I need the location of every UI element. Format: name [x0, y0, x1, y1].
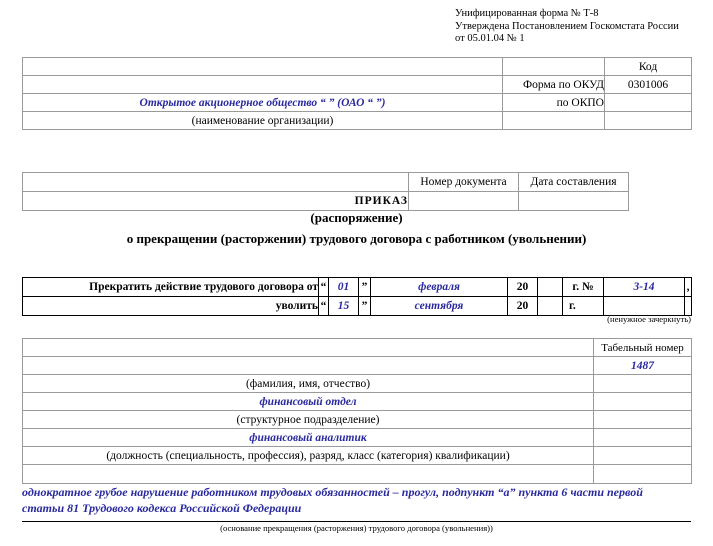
spacer-cell — [23, 173, 409, 192]
close-quote-1: ” — [359, 278, 371, 297]
organization-name-value: Открытое акционерное общество “ ” (ОАО “ ”) — [139, 96, 386, 109]
okud-value-cell[interactable]: 0301006 — [605, 76, 692, 94]
organization-code-table — [22, 57, 692, 130]
document-number-header: Номер документа — [409, 173, 519, 192]
okud-label-cell: Форма по ОКУД — [503, 76, 605, 94]
strike-unneeded-note: (ненужное зачеркнуть) — [607, 314, 691, 324]
open-quote-2: “ — [319, 297, 329, 316]
order-number-table — [22, 172, 629, 211]
department-caption: (структурное подразделение) — [23, 411, 594, 429]
table-row — [23, 339, 692, 357]
order-subtitle-2: о прекращении (расторжении) трудового договора с работником (увольнении) — [126, 231, 587, 246]
table-row — [23, 357, 692, 375]
year-label-2: г. — [563, 297, 604, 316]
employee-fullname-caption: (фамилия, имя, отчество) — [23, 375, 594, 393]
order-subtitle-1: (распоряжение) — [310, 210, 403, 225]
termination-month-cell[interactable] — [371, 278, 508, 297]
spacer-cell — [594, 375, 692, 393]
table-row — [23, 192, 629, 211]
spacer-cell — [23, 76, 503, 94]
termination-year-suffix-cell[interactable] — [538, 278, 563, 297]
organization-name-caption: (наименование организации) — [23, 112, 503, 130]
dismissal-year-prefix: 20 — [508, 297, 538, 316]
spacer-cell — [503, 112, 605, 130]
table-row — [23, 297, 692, 316]
termination-day-cell[interactable] — [329, 278, 359, 297]
spacer-cell — [503, 58, 605, 76]
table-row — [23, 94, 692, 112]
position-value: финансовый аналитик — [249, 431, 367, 444]
table-row — [23, 429, 692, 447]
table-row — [23, 393, 692, 411]
termination-month-value: февраля — [418, 281, 460, 293]
document-date-header: Дата составления — [519, 173, 629, 192]
table-row — [23, 465, 692, 484]
termination-reason-line-1: однократное грубое нарушение работником трудовых обязанностей – прогул, подпункт “а” пункта 6 части первой — [22, 485, 643, 499]
spacer-cell — [594, 393, 692, 411]
position-caption: (должность (специальность, профессия), разряд, класс (категория) квалификации) — [23, 447, 594, 465]
table-row — [23, 278, 692, 297]
form-header-line-3: от 05.01.04 № 1 — [455, 33, 525, 44]
spacer-cell — [594, 447, 692, 465]
spacer-cell — [685, 297, 692, 316]
form-header-line-1: Унифицированная форма № Т-8 — [455, 8, 599, 19]
spacer-cell — [594, 429, 692, 447]
order-number-value: 3-14 — [633, 281, 655, 293]
trailing-comma: , — [685, 278, 692, 297]
employee-details-table — [22, 338, 692, 484]
table-row — [23, 411, 692, 429]
table-row — [23, 76, 692, 94]
terminate-contract-label: Прекратить действие трудового договора от — [23, 278, 319, 297]
termination-reason[interactable] — [22, 484, 691, 516]
employee-fullname-cell[interactable] — [23, 357, 594, 375]
tab-number-value: 1487 — [631, 359, 654, 372]
dismissal-month-value: сентября — [414, 300, 464, 312]
open-quote-1: “ — [319, 278, 329, 297]
organization-name-cell[interactable] — [23, 94, 503, 112]
table-row — [23, 173, 629, 192]
code-header-cell: Код — [605, 58, 692, 76]
form-header — [455, 8, 713, 46]
form-header-line-2: Утверждена Постановлением Госкомстата России — [455, 20, 679, 32]
document-number-value[interactable] — [409, 192, 519, 211]
close-quote-2: ” — [359, 297, 371, 316]
dismissal-year-suffix-cell[interactable] — [538, 297, 563, 316]
spacer-cell — [605, 112, 692, 130]
spacer-cell — [604, 297, 685, 316]
blank-strip-cell — [23, 465, 594, 484]
year-number-label-1: г. № — [563, 278, 604, 297]
termination-day-value: 01 — [337, 281, 350, 293]
spacer-cell — [23, 58, 503, 76]
dismissal-month-cell[interactable] — [371, 297, 508, 316]
dismissal-day-value: 15 — [337, 300, 350, 312]
department-cell[interactable] — [23, 393, 594, 411]
table-row — [23, 375, 692, 393]
spacer-cell — [594, 465, 692, 484]
tab-number-cell[interactable] — [594, 357, 692, 375]
okpo-label-cell: по ОКПО — [503, 94, 605, 112]
spacer-cell — [594, 411, 692, 429]
termination-year-prefix: 20 — [508, 278, 538, 297]
dismissal-day-cell[interactable] — [329, 297, 359, 316]
okpo-value-cell[interactable] — [605, 94, 692, 112]
table-row — [23, 447, 692, 465]
spacer-cell — [23, 339, 594, 357]
position-cell[interactable] — [23, 429, 594, 447]
termination-dates-table — [22, 277, 692, 316]
order-title: ПРИКАЗ — [23, 192, 409, 211]
dismiss-label: уволить — [23, 297, 319, 316]
termination-reason-rule — [22, 521, 691, 522]
tab-number-header: Табельный номер — [594, 339, 692, 357]
order-number-cell[interactable] — [604, 278, 685, 297]
termination-reason-line-2: статьи 81 Трудового кодекса Российской Федерации — [22, 501, 302, 515]
department-value: финансовый отдел — [259, 395, 357, 408]
table-row — [23, 112, 692, 130]
termination-reason-caption: (основание прекращения (расторжения) трудового договора (увольнения)) — [220, 523, 493, 533]
table-row — [23, 58, 692, 76]
document-date-value[interactable] — [519, 192, 629, 211]
